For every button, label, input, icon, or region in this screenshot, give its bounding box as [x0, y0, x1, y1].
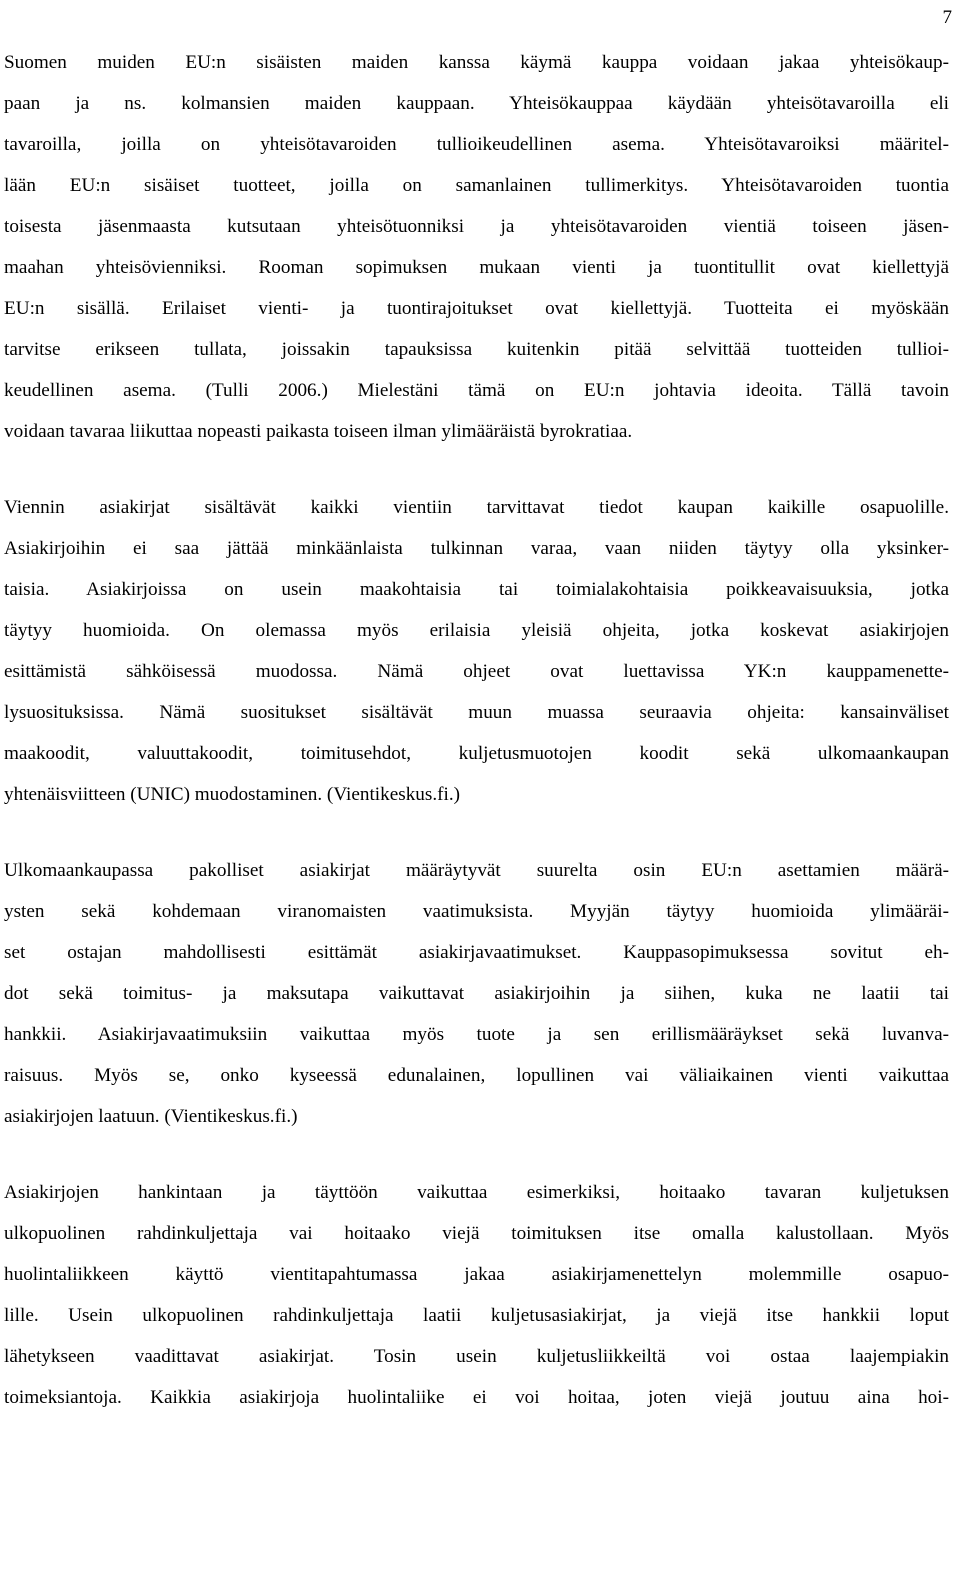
text-line: lähetykseen vaadittavat asiakirjat. Tosin usein kuljetusliikkeiltä voi ostaa laajempiakin [4, 1346, 949, 1367]
text-line: toisesta jäsenmaasta kutsutaan yhteisötuonniksi ja yhteisötavaroiden vientiä toiseen jäsen- [4, 216, 949, 237]
text-line: paan ja ns. kolmansien maiden kauppaan. Yhteisökauppaa käydään yhteisötavaroilla eli [4, 93, 949, 114]
text-line: täytyy huomioida. On olemassa myös erilaisia yleisiä ohjeita, jotka koskevat asiakirjojen [4, 620, 949, 641]
text-line: dot sekä toimitus- ja maksutapa vaikuttavat asiakirjoihin ja siihen, kuka ne laatii tai [4, 983, 949, 1004]
paragraph [4, 487, 949, 815]
text-line: Asiakirjoihin ei saa jättää minkäänlaista tulkinnan varaa, vaan niiden täytyy olla yksinker- [4, 538, 949, 559]
text-line: raisuus. Myös se, onko kyseessä edunalainen, lopullinen vai väliaikainen vienti vaikuttaa [4, 1065, 949, 1086]
text-line: esittämistä sähköisessä muodossa. Nämä ohjeet ovat luettavissa YK:n kauppamenette- [4, 661, 949, 682]
text-line: Viennin asiakirjat sisältävät kaikki vientiin tarvittavat tiedot kaupan kaikille osapuolille. [4, 497, 949, 518]
page-body [4, 42, 949, 1453]
text-line: asiakirjojen laatuun. (Vientikeskus.fi.) [4, 1106, 298, 1127]
text-line: hankkii. Asiakirjavaatimuksiin vaikuttaa myös tuote ja sen erillismääräykset sekä luvanva- [4, 1024, 949, 1045]
text-line: lään EU:n sisäiset tuotteet, joilla on samanlainen tullimerkitys. Yhteisötavaroiden tuontia [4, 175, 949, 196]
text-line: huolintaliikkeen käyttö vientitapahtumassa jakaa asiakirjamenettelyn molemmille osapuo- [4, 1264, 949, 1285]
text-line: EU:n sisällä. Erilaiset vienti- ja tuontirajoitukset ovat kiellettyjä. Tuotteita ei myöskään [4, 298, 949, 319]
text-line: tarvitse erikseen tullata, joissakin tapauksissa kuitenkin pitää selvittää tuotteiden tullioi- [4, 339, 949, 360]
paragraph [4, 1172, 949, 1418]
paragraph [4, 42, 949, 452]
paragraph [4, 850, 949, 1137]
page-number: 7 [942, 7, 952, 28]
text-line: lysuosituksissa. Nämä suositukset sisältävät muun muassa seuraavia ohjeita: kansainväliset [4, 702, 949, 723]
text-line: Ulkomaankaupassa pakolliset asiakirjat määräytyvät suurelta osin EU:n asettamien määrä- [4, 860, 949, 881]
text-line: voidaan tavaraa liikuttaa nopeasti paikasta toiseen ilman ylimääräistä byrokratiaa. [4, 421, 633, 442]
text-line: tavaroilla, joilla on yhteisötavaroiden tullioikeudellinen asema. Yhteisötavaroiksi määritel- [4, 134, 949, 155]
text-line: toimeksiantoja. Kaikkia asiakirjoja huolintaliike ei voi hoitaa, joten viejä joutuu aina hoi- [4, 1387, 949, 1408]
text-line: maahan yhteisövienniksi. Rooman sopimuksen mukaan vienti ja tuontitullit ovat kiellettyjä [4, 257, 949, 278]
text-line: taisia. Asiakirjoissa on usein maakohtaisia tai toimialakohtaisia poikkeavaisuuksia, jotka [4, 579, 949, 600]
text-line: yhtenäisviitteen (UNIC) muodostaminen. (Vientikeskus.fi.) [4, 784, 461, 805]
text-line: Asiakirjojen hankintaan ja täyttöön vaikuttaa esimerkiksi, hoitaako tavaran kuljetuksen [4, 1182, 949, 1203]
text-line: Suomen muiden EU:n sisäisten maiden kanssa käymä kauppa voidaan jakaa yhteisökaup- [4, 52, 949, 73]
text-line: ysten sekä kohdemaan viranomaisten vaatimuksista. Myyjän täytyy huomioida ylimääräi- [4, 901, 949, 922]
text-line: lille. Usein ulkopuolinen rahdinkuljettaja laatii kuljetusasiakirjat, ja viejä itse hankkii loput [4, 1305, 949, 1326]
text-line: keudellinen asema. (Tulli 2006.) Mielestäni tämä on EU:n johtavia ideoita. Tällä tavoin [4, 380, 949, 401]
text-line: maakoodit, valuuttakoodit, toimitusehdot, kuljetusmuotojen koodit sekä ulkomaankaupan [4, 743, 949, 764]
text-line: ulkopuolinen rahdinkuljettaja vai hoitaako viejä toimituksen itse omalla kalustollaan. Myös [4, 1223, 949, 1244]
text-line: set ostajan mahdollisesti esittämät asiakirjavaatimukset. Kauppasopimuksessa sovitut eh- [4, 942, 949, 963]
